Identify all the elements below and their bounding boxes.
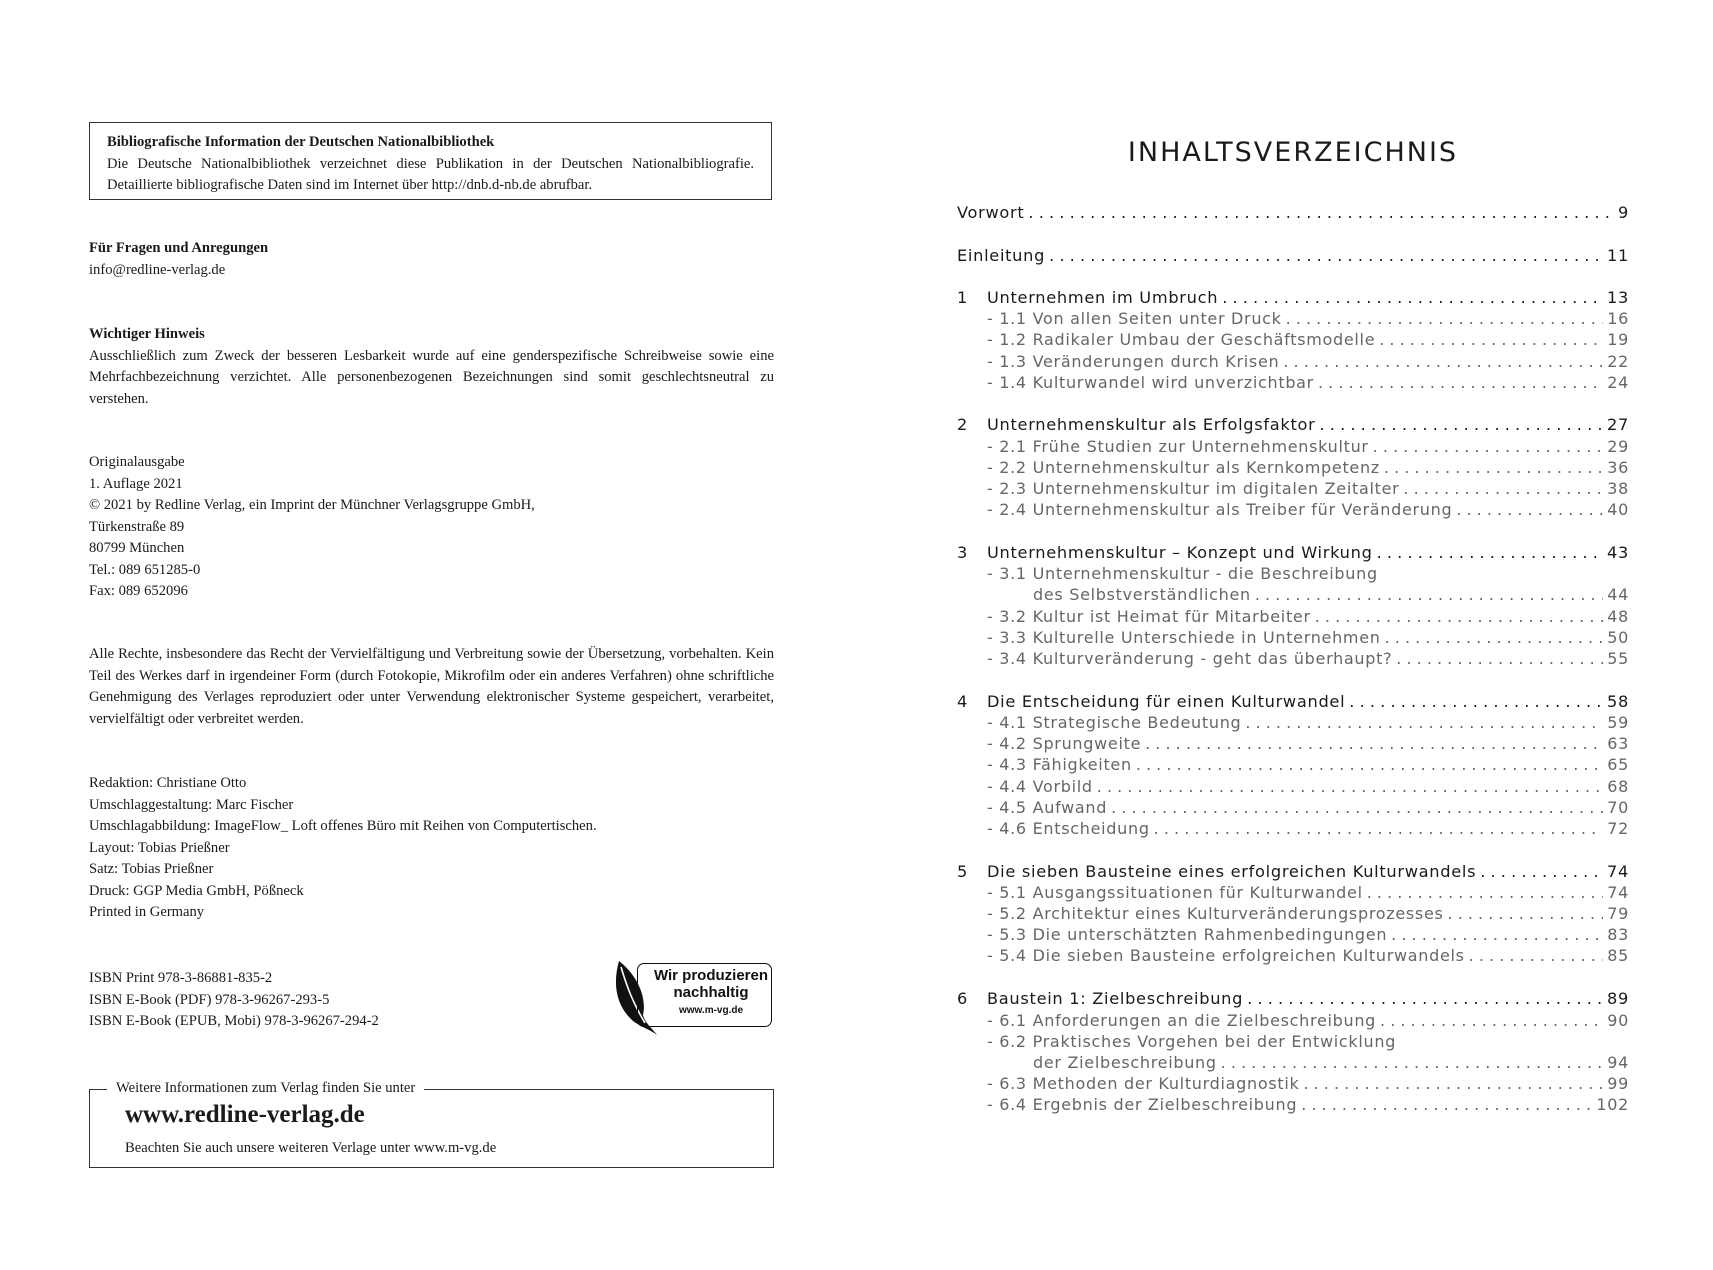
toc-leader xyxy=(1367,883,1604,902)
toc-page-number: 50 xyxy=(1607,628,1629,647)
toc-page-number: 74 xyxy=(1607,862,1629,881)
toc-leader xyxy=(1456,500,1603,519)
toc-section-continued[interactable] xyxy=(957,1053,1629,1074)
toc-page-number: 68 xyxy=(1607,777,1629,796)
toc-section[interactable] xyxy=(957,883,1629,904)
toc-section[interactable] xyxy=(957,628,1629,649)
toc-label: - 2.1 Frühe Studien zur Unternehmenskultur xyxy=(987,437,1369,456)
toc-label: - 6.3 Methoden der Kulturdiagnostik xyxy=(987,1074,1300,1093)
credit-line: Redaktion: Christiane Otto xyxy=(89,775,247,791)
toc-page-number: 99 xyxy=(1607,1074,1629,1093)
toc-leader xyxy=(1320,415,1603,434)
toc-label: Baustein 1: Zielbeschreibung xyxy=(987,989,1244,1008)
toc-chapter-1[interactable] xyxy=(957,288,1629,309)
toc-label: - 4.3 Fähigkeiten xyxy=(987,755,1132,774)
toc-leader xyxy=(1154,819,1604,838)
toc-leader xyxy=(1469,946,1604,965)
toc-label: - 3.2 Kultur ist Heimat für Mitarbeiter xyxy=(987,607,1311,626)
toc-section[interactable] xyxy=(957,734,1629,755)
badge-line2: nachhaltig xyxy=(673,984,749,1001)
imprint-block xyxy=(89,452,774,603)
toc-label: - 4.6 Entscheidung xyxy=(987,819,1150,838)
toc-page-number: 85 xyxy=(1607,946,1629,965)
toc-section[interactable] xyxy=(957,819,1629,840)
toc-leader xyxy=(1028,203,1614,222)
imprint-fax: Fax: 089 652096 xyxy=(89,583,188,599)
toc-entry-einleitung[interactable] xyxy=(957,246,1629,267)
toc-leader xyxy=(1403,479,1603,498)
toc-leader xyxy=(1380,1011,1603,1030)
toc-page-number: 83 xyxy=(1607,925,1629,944)
toc-section[interactable] xyxy=(957,607,1629,628)
toc-section[interactable] xyxy=(957,479,1629,500)
toc-leader xyxy=(1283,352,1603,371)
biblio-box xyxy=(89,122,772,200)
toc-page-number: 72 xyxy=(1607,819,1629,838)
toc-section[interactable] xyxy=(957,437,1629,458)
toc-section[interactable] xyxy=(957,1074,1629,1095)
rights-text: Alle Rechte, insbesondere das Recht der Vervielfältigung und Verbreitung sowie der Übersetzung, vorbehalten. Kein Teil des Werkes darf in irgendeiner Form (durch Fotokopie, Mikrofilm oder ein anderes Verfahren) ohne schriftliche Genehmigung des Verlages reproduziert oder unter Verwendung elektronischer Systeme gespeichert, verarbeitet, vervielfältigt oder verbreitet werden. xyxy=(89,646,774,727)
toc-page-number: 70 xyxy=(1607,798,1629,817)
toc-page-number: 74 xyxy=(1607,883,1629,902)
toc-section[interactable] xyxy=(957,309,1629,330)
biblio-title: Bibliografische Information der Deutschen Nationalbibliothek xyxy=(107,134,495,150)
toc-leader xyxy=(1255,585,1603,604)
toc-leader xyxy=(1097,777,1603,796)
toc-chapter-3[interactable] xyxy=(957,543,1629,564)
toc-section[interactable] xyxy=(957,777,1629,798)
toc-page-number: 9 xyxy=(1618,203,1629,222)
toc-section[interactable] xyxy=(957,564,1629,585)
toc-section[interactable] xyxy=(957,798,1629,819)
toc-label: - 4.5 Aufwand xyxy=(987,798,1108,817)
toc-label: - 2.3 Unternehmenskultur im digitalen Zeitalter xyxy=(987,479,1400,498)
toc-section[interactable] xyxy=(957,649,1629,670)
toc-page-number: 38 xyxy=(1607,479,1629,498)
notice-title: Wichtiger Hinweis xyxy=(89,326,205,342)
chapter-number: 3 xyxy=(957,543,968,562)
toc-section[interactable] xyxy=(957,713,1629,734)
toc-label: - 5.1 Ausgangssituationen für Kulturwandel xyxy=(987,883,1363,902)
credits-block xyxy=(89,773,774,924)
toc-leader xyxy=(1245,713,1603,732)
chapter-number: 2 xyxy=(957,415,968,434)
toc-page-number: 13 xyxy=(1607,288,1629,307)
toc-leader xyxy=(1373,437,1604,456)
toc-page-number: 89 xyxy=(1607,989,1629,1008)
imprint-tel: Tel.: 089 651285-0 xyxy=(89,561,201,578)
toc-section-continued[interactable] xyxy=(957,585,1629,606)
toc-label: - 5.2 Architektur eines Kulturveränderungsprozesses xyxy=(987,904,1444,923)
toc-leader xyxy=(1384,458,1603,477)
toc-leader xyxy=(1377,543,1603,562)
toc-section[interactable] xyxy=(957,330,1629,351)
credit-line: Satz: Tobias Prießner xyxy=(89,861,214,877)
sustainability-badge xyxy=(611,957,774,1033)
isbn-line: ISBN E-Book (PDF) 978-3-96267-293-5 xyxy=(89,991,330,1008)
toc-section[interactable] xyxy=(957,755,1629,776)
toc-label: - 6.2 Praktisches Vorgehen bei der Entwicklung xyxy=(987,1032,1397,1051)
imprint-print: 1. Auflage 2021 xyxy=(89,475,183,492)
toc-label: Unternehmenskultur als Erfolgsfaktor xyxy=(987,415,1316,434)
toc-label: - 5.3 Die unterschätzten Rahmenbedingungen xyxy=(987,925,1388,944)
toc-page-number: 63 xyxy=(1607,734,1629,753)
toc-chapter-4[interactable] xyxy=(957,692,1629,713)
toc-page-number: 27 xyxy=(1607,415,1629,434)
toc-label: - 1.3 Veränderungen durch Krisen xyxy=(987,352,1280,371)
toc-page-number: 90 xyxy=(1607,1011,1629,1030)
toc-page-number: 65 xyxy=(1607,755,1629,774)
toc-leader xyxy=(1221,1053,1603,1072)
toc-label: - 1.4 Kulturwandel wird unverzichtbar xyxy=(987,373,1314,392)
info-caption: Weitere Informationen zum Verlag finden Sie unter xyxy=(107,1078,424,1100)
toc-label: - 4.1 Strategische Bedeutung xyxy=(987,713,1242,732)
toc-page-number: 11 xyxy=(1607,246,1629,265)
toc-label: - 4.4 Vorbild xyxy=(987,777,1093,796)
toc-label: - 1.1 Von allen Seiten unter Druck xyxy=(987,309,1282,328)
credit-line: Layout: Tobias Prießner xyxy=(89,839,230,856)
toc-label: Vorwort xyxy=(957,203,1025,222)
toc-section[interactable] xyxy=(957,373,1629,394)
toc-leader xyxy=(1349,692,1603,711)
toc-leader xyxy=(1145,734,1603,753)
questions-block xyxy=(89,238,774,281)
toc-label: Unternehmen im Umbruch xyxy=(987,288,1219,307)
toc-leader xyxy=(1391,925,1603,944)
toc-page-number: 22 xyxy=(1607,352,1629,371)
toc-leader xyxy=(1318,373,1603,392)
isbn-block xyxy=(89,968,489,1033)
imprint-city: 80799 München xyxy=(89,540,185,556)
questions-title: Für Fragen und Anregungen xyxy=(89,240,269,256)
chapter-number: 5 xyxy=(957,862,968,881)
toc-section[interactable] xyxy=(957,946,1629,967)
toc-chapter-2[interactable] xyxy=(957,415,1629,436)
toc-label: Die Entscheidung für einen Kulturwandel xyxy=(987,692,1346,711)
toc-label: - 2.2 Unternehmenskultur als Kernkompetenz xyxy=(987,458,1380,477)
toc-leader xyxy=(1247,989,1603,1008)
imprint-copyright: © 2021 by Redline Verlag, ein Imprint der Münchner Verlagsgruppe GmbH, xyxy=(89,497,535,513)
notice-body: Ausschließlich zum Zweck der besseren Lesbarkeit wurde auf eine genderspezifische Schreibweise sowie eine Mehrfachbezeichnung verzichtet. Alle personenbezogenen Bezeichnungen sind somit geschlechtsneutral zu verstehen. xyxy=(89,347,774,407)
toc-page-number: 44 xyxy=(1607,585,1629,604)
toc-section[interactable] xyxy=(957,352,1629,373)
toc-page-number: 40 xyxy=(1607,500,1629,519)
credit-line: Umschlaggestaltung: Marc Fischer xyxy=(89,796,294,813)
toc-section[interactable] xyxy=(957,1095,1629,1116)
credit-line: Druck: GGP Media GmbH, Pößneck xyxy=(89,882,304,899)
credit-line: Printed in Germany xyxy=(89,904,205,920)
toc-leader xyxy=(1049,246,1603,265)
publisher-url[interactable]: www.redline-verlag.de xyxy=(125,1101,365,1128)
toc-page-number: 94 xyxy=(1607,1053,1629,1072)
badge-line1: Wir produzieren xyxy=(653,967,769,984)
toc-page-number: 24 xyxy=(1607,373,1629,392)
toc-chapter-6[interactable] xyxy=(957,989,1629,1010)
toc-leader xyxy=(1385,628,1604,647)
toc-page-number: 79 xyxy=(1607,904,1629,923)
toc-section[interactable] xyxy=(957,1032,1629,1053)
imprint-street: Türkenstraße 89 xyxy=(89,518,185,535)
isbn-line: ISBN E-Book (EPUB, Mobi) 978-3-96267-294-2 xyxy=(89,1013,379,1029)
info-note: Beachten Sie auch unsere weiteren Verlage unter www.m-vg.de xyxy=(125,1140,497,1156)
toc-page-number: 55 xyxy=(1607,649,1629,668)
isbn-line: ISBN Print 978-3-86881-835-2 xyxy=(89,970,273,986)
badge-url: www.m-vg.de xyxy=(678,1005,744,1016)
toc-section[interactable] xyxy=(957,1011,1629,1032)
toc-section[interactable] xyxy=(957,925,1629,946)
toc-entry-vorwort[interactable] xyxy=(957,203,1629,224)
toc-label: Unternehmenskultur – Konzept und Wirkung xyxy=(987,543,1373,562)
toc-page-number: 36 xyxy=(1607,458,1629,477)
toc-label: - 4.2 Sprungweite xyxy=(987,734,1142,753)
imprint-edition: Originalausgabe xyxy=(89,454,185,470)
toc-label: Einleitung xyxy=(957,246,1046,265)
toc-leader xyxy=(1303,1074,1603,1093)
toc-page-number: 102 xyxy=(1596,1095,1629,1114)
toc-page-number: 43 xyxy=(1607,543,1629,562)
toc-leader xyxy=(1136,755,1603,774)
toc-page-number: 16 xyxy=(1607,309,1629,328)
toc-label: - 3.3 Kulturelle Unterschiede in Unternehmen xyxy=(987,628,1381,647)
toc-leader xyxy=(1480,862,1603,881)
contact-email: info@redline-verlag.de xyxy=(89,261,226,278)
toc-label: - 5.4 Die sieben Bausteine erfolgreichen Kulturwandels xyxy=(987,946,1465,965)
toc-label: der Zielbeschreibung xyxy=(1033,1053,1217,1072)
chapter-number: 6 xyxy=(957,989,968,1008)
toc-leader xyxy=(1286,309,1604,328)
toc-title: INHALTSVERZEICHNIS xyxy=(1127,137,1459,168)
toc-leader xyxy=(1301,1095,1592,1114)
toc-page-number: 29 xyxy=(1607,437,1629,456)
toc-section[interactable] xyxy=(957,904,1629,925)
toc-label: - 3.4 Kulturveränderung - geht das überhaupt? xyxy=(987,649,1393,668)
toc-label: Die sieben Bausteine eines erfolgreichen Kulturwandels xyxy=(987,862,1477,881)
toc-leader xyxy=(1222,288,1603,307)
toc-leader xyxy=(1379,330,1603,349)
notice-block xyxy=(89,324,774,410)
publisher-info-box xyxy=(89,1080,774,1168)
toc-leader xyxy=(1315,607,1603,626)
toc-page-number: 58 xyxy=(1607,692,1629,711)
toc-section[interactable] xyxy=(957,500,1629,521)
chapter-number: 4 xyxy=(957,692,968,711)
toc-leader xyxy=(1111,798,1603,817)
toc-chapter-5[interactable] xyxy=(957,862,1629,883)
toc-page-number: 19 xyxy=(1607,330,1629,349)
toc-page-number: 48 xyxy=(1607,607,1629,626)
toc-leader xyxy=(1396,649,1603,668)
credit-line: Umschlagabbildung: ImageFlow_ Loft offenes Büro mit Reihen von Computertischen. xyxy=(89,818,597,834)
toc-section[interactable] xyxy=(957,458,1629,479)
toc-label: - 1.2 Radikaler Umbau der Geschäftsmodelle xyxy=(987,330,1376,349)
toc-label: - 6.4 Ergebnis der Zielbeschreibung xyxy=(987,1095,1298,1114)
toc-leader xyxy=(1448,904,1604,923)
toc-page-number: 59 xyxy=(1607,713,1629,732)
biblio-body: Die Deutsche Nationalbibliothek verzeichnet diese Publikation in der Deutschen Nationalbibliografie. Detaillierte bibliografische Daten sind im Internet über http://dnb.d-nb.de abrufbar. xyxy=(107,155,754,193)
toc-label: des Selbstverständlichen xyxy=(1033,585,1251,604)
toc-label: - 3.1 Unternehmenskultur - die Beschreibung xyxy=(987,564,1378,583)
chapter-number: 1 xyxy=(957,288,968,307)
toc-label: - 2.4 Unternehmenskultur als Treiber für Veränderung xyxy=(987,500,1453,519)
toc-label: - 6.1 Anforderungen an die Zielbeschreibung xyxy=(987,1011,1377,1030)
